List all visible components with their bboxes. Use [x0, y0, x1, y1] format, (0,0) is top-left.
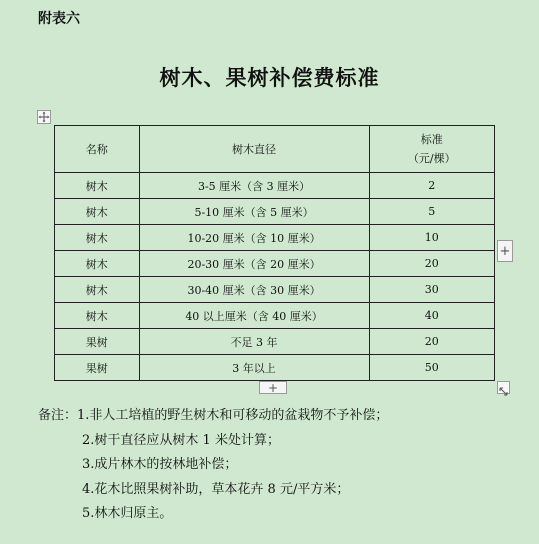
- cell-name: 树木: [55, 173, 140, 199]
- table-row: [55, 225, 495, 251]
- cell-standard: 20: [369, 251, 495, 277]
- table-resize-handle[interactable]: [497, 381, 510, 394]
- cell-standard: 20: [369, 329, 495, 355]
- table-row: [55, 199, 495, 225]
- header-standard: [369, 126, 495, 173]
- header-standard-unit: （元/棵）: [407, 152, 456, 165]
- cell-diameter: 10-20 厘米（含 10 厘米）: [139, 225, 369, 251]
- notes-section: [38, 404, 388, 527]
- cell-name: 树木: [55, 199, 140, 225]
- cell-standard: 40: [369, 303, 495, 329]
- resize-diagonal-icon: [498, 386, 509, 397]
- cell-diameter: 40 以上厘米（含 40 厘米）: [139, 303, 369, 329]
- cell-name: 果树: [55, 329, 140, 355]
- note-line: 5.林木归原主。: [82, 506, 173, 521]
- table-row: [55, 277, 495, 303]
- table-move-handle[interactable]: [37, 110, 51, 124]
- table-header-row: [55, 126, 495, 173]
- compensation-table: [54, 125, 495, 381]
- cell-diameter: 5-10 厘米（含 5 厘米）: [139, 199, 369, 225]
- cell-diameter: 3-5 厘米（含 3 厘米）: [139, 173, 369, 199]
- cell-standard: 50: [369, 355, 495, 381]
- note-line: 备注：1.非人工培植的野生树木和可移动的盆栽物不予补偿；: [38, 408, 389, 423]
- cell-name: 树木: [55, 303, 140, 329]
- cell-name: 果树: [55, 355, 140, 381]
- header-standard-label: 标准: [420, 133, 443, 146]
- cell-standard: 10: [369, 225, 495, 251]
- table-row: [55, 355, 495, 381]
- header-name: 名称: [55, 126, 140, 173]
- cell-name: 树木: [55, 277, 140, 303]
- cell-standard: 5: [369, 199, 495, 225]
- page-title: 树木、果树补偿费标准: [159, 66, 380, 90]
- table-row: [55, 303, 495, 329]
- table-row: [55, 251, 495, 277]
- cell-name: 树木: [55, 251, 140, 277]
- cell-diameter: 不足 3 年: [139, 329, 369, 355]
- move-arrows-icon: [38, 111, 50, 123]
- note-line: 2.树干直径应从树木 1 米处计算；: [82, 432, 280, 448]
- cell-standard: 30: [369, 277, 495, 303]
- cell-diameter: 30-40 厘米（含 30 厘米）: [139, 277, 369, 303]
- add-row-button[interactable]: +: [259, 381, 287, 394]
- table-row: [55, 173, 495, 199]
- cell-standard: 2: [369, 173, 495, 199]
- add-column-button[interactable]: +: [497, 240, 513, 262]
- cell-diameter: 20-30 厘米（含 20 厘米）: [139, 251, 369, 277]
- appendix-label: 附表六: [38, 11, 80, 27]
- table-row: [55, 329, 495, 355]
- note-line: 3.成片林木的按林地补偿；: [82, 457, 238, 472]
- cell-name: 树木: [55, 225, 140, 251]
- header-diameter: 树木直径: [139, 126, 369, 173]
- note-line: 4.花木比照果树补助，草本花卉 8 元/平方米；: [82, 481, 350, 497]
- cell-diameter: 3 年以上: [139, 355, 369, 381]
